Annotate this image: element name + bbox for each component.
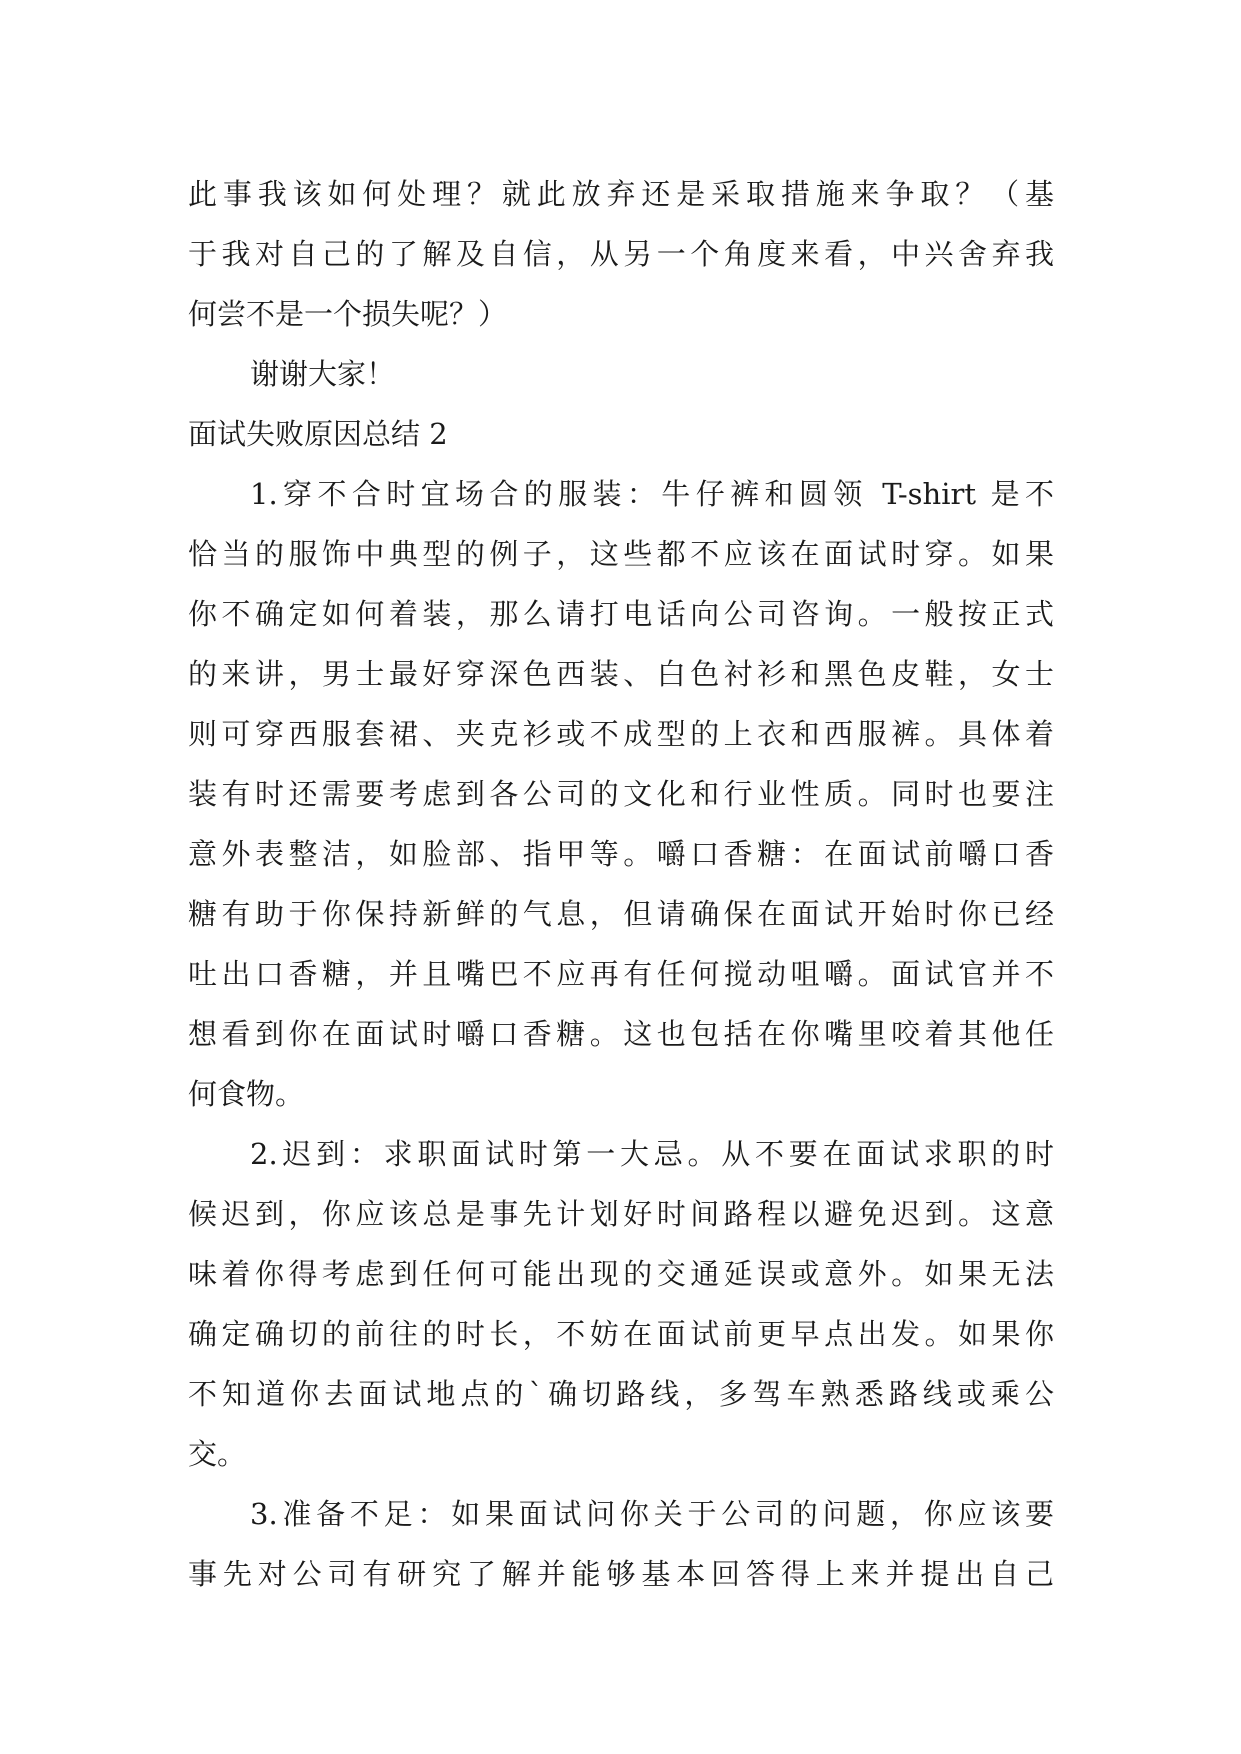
paragraph-3 [188, 1484, 1054, 1604]
text-line: 此事我该如何处理？就此放弃还是采取措施来争取？（基 [188, 177, 1054, 211]
text-line: 3.准备不足：如果面试问你关于公司的问题，你应该要 [250, 1497, 1054, 1531]
text-line: 何食物。 [188, 1077, 305, 1111]
section-title: 面试失败原因总结 2 [188, 417, 448, 451]
text-line: 何尝不是一个损失呢？） [188, 297, 508, 331]
text-line: 交。 [188, 1437, 247, 1471]
text-line: 味着你得考虑到任何可能出现的交通延误或意外。如果无法 [188, 1257, 1054, 1291]
text-line: 候迟到，你应该总是事先计划好时间路程以避免迟到。这意 [188, 1197, 1054, 1231]
text-line: 1.穿不合时宜场合的服装：牛仔裤和圆领 T-shirt 是不 [250, 477, 1054, 511]
intro-paragraph [188, 164, 1054, 344]
text-line: 想看到你在面试时嚼口香糖。这也包括在你嘴里咬着其他任 [188, 1017, 1054, 1051]
text-line: 你不确定如何着装，那么请打电话向公司咨询。一般按正式 [188, 597, 1054, 631]
text-line: 确定确切的前往的时长，不妨在面试前更早点出发。如果你 [188, 1317, 1054, 1351]
text-line: 于我对自己的了解及自信，从另一个角度来看，中兴舍弃我 [188, 237, 1054, 271]
paragraph-2 [188, 1124, 1054, 1484]
text-line: 吐出口香糖，并且嘴巴不应再有任何搅动咀嚼。面试官并不 [188, 957, 1054, 991]
text-line: 的来讲，男士最好穿深色西装、白色衬衫和黑色皮鞋，女士 [188, 657, 1054, 691]
text-line: 装有时还需要考虑到各公司的文化和行业性质。同时也要注 [188, 777, 1054, 811]
text-line: 事先对公司有研究了解并能够基本回答得上来并提出自己 [188, 1557, 1054, 1591]
text-line: 意外表整洁，如脸部、指甲等。嚼口香糖：在面试前嚼口香 [188, 837, 1054, 871]
thanks-line: 谢谢大家！ [250, 357, 396, 391]
text-line: 则可穿西服套裙、夹克衫或不成型的上衣和西服裤。具体着 [188, 717, 1054, 751]
paragraph-1 [188, 464, 1054, 1124]
text-line: 2.迟到：求职面试时第一大忌。从不要在面试求职的时 [250, 1137, 1054, 1171]
document-page [188, 164, 1054, 1604]
text-line: 恰当的服饰中典型的例子，这些都不应该在面试时穿。如果 [188, 537, 1054, 571]
text-line: 不知道你去面试地点的`确切路线，多驾车熟悉路线或乘公 [188, 1377, 1054, 1411]
text-line: 糖有助于你保持新鲜的气息，但请确保在面试开始时你已经 [188, 897, 1054, 931]
